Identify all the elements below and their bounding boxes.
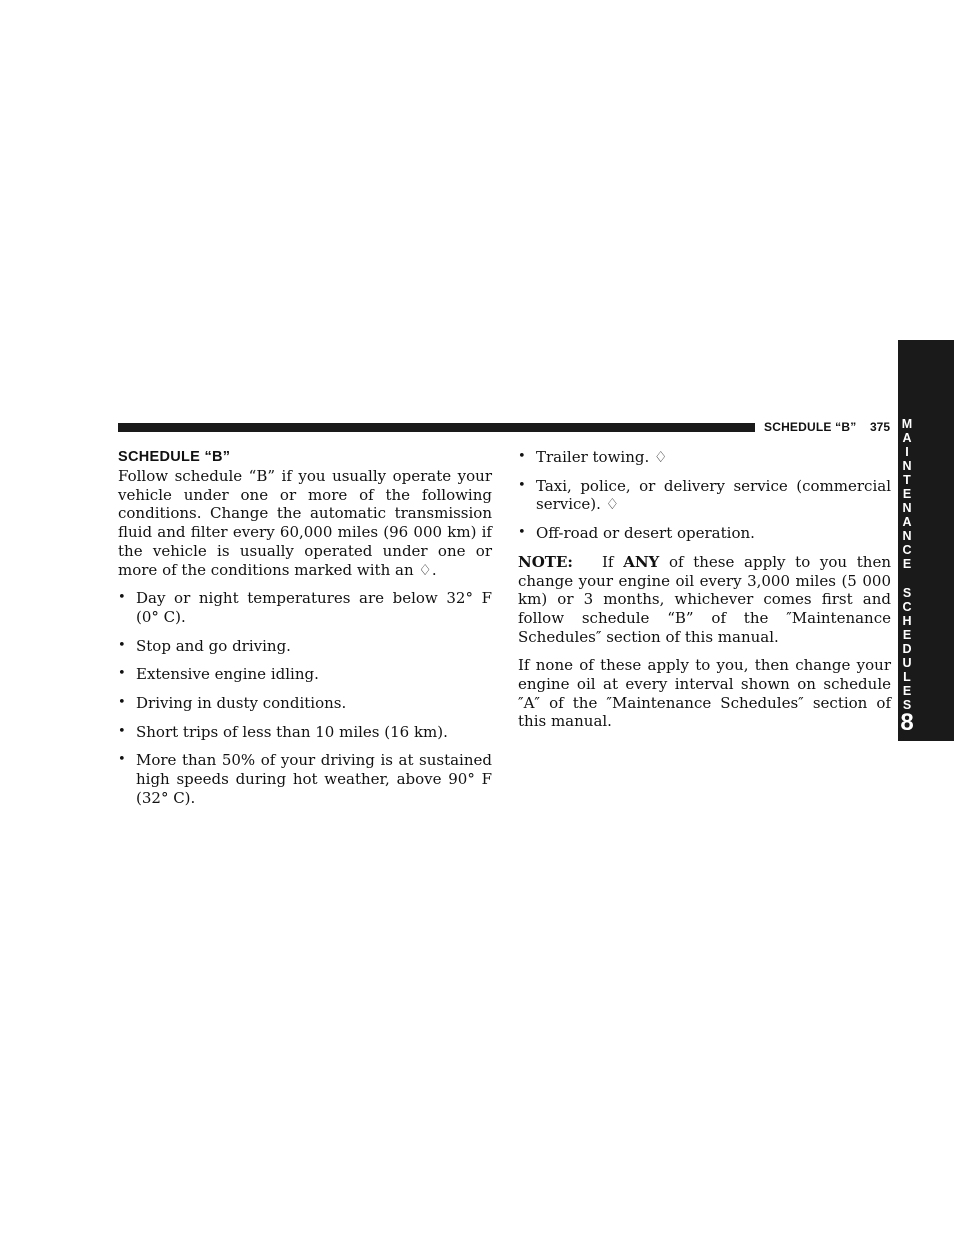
tab-letter: D [902, 641, 912, 656]
tab-letter: S [902, 585, 912, 600]
list-item [518, 477, 891, 514]
tab-letter: S [902, 697, 912, 712]
list-item [118, 751, 492, 807]
tab-letter: E [902, 487, 912, 502]
tab-letter: E [902, 627, 912, 642]
tab-letter: N [902, 459, 912, 474]
list-item-text: Trailer towing. ♢ [536, 448, 668, 466]
tab-letter: N [902, 501, 912, 516]
note-text: of these apply to you then change your engine oil every 3,000 miles (5 000 km) or 3 months, whichever comes first and follow schedule “B” of the ″Maintenance Schedules″ section of this manual. [518, 552, 891, 646]
bullet-icon: • [118, 752, 126, 768]
note-pre: If [602, 552, 614, 571]
tab-letter: N [902, 529, 912, 544]
note-label: NOTE: [518, 552, 573, 571]
right-column [518, 448, 891, 731]
bullet-icon: • [118, 637, 126, 653]
bullet-icon: • [118, 666, 126, 682]
list-item-text: Driving in dusty conditions. [136, 694, 347, 713]
tab-letter: L [903, 669, 911, 684]
tab-letter: M [901, 417, 913, 431]
chapter-tab-title [899, 417, 915, 712]
list-item-text: Stop and go driving. [136, 636, 291, 655]
list-item [118, 665, 492, 684]
tab-letter: U [902, 655, 912, 670]
list-item [118, 637, 492, 656]
list-item-text: Day or night temperatures are below 32° F (0° C). [136, 589, 492, 626]
list-item [518, 524, 891, 543]
bullet-icon: • [118, 723, 126, 739]
left-column [118, 448, 492, 808]
tab-letter-gap [899, 572, 915, 586]
bullet-icon: • [118, 695, 126, 711]
list-item-text: Short trips of less than 10 miles (16 km). [136, 722, 448, 741]
running-header-title: SCHEDULE “B” [764, 420, 857, 434]
list-item-text: More than 50% of your driving is at sustained high speeds during hot weather, above 90° F (32° C). [136, 751, 492, 807]
header-rule [118, 423, 755, 432]
tab-letter: T [903, 473, 911, 488]
tab-letter: A [902, 515, 912, 530]
intro-paragraph: Follow schedule “B” if you usually operate your vehicle under one or more of the following conditions. Change the automatic transmission fluid and filter every 60,000 miles (96 000 km) if the vehicle is usually operated under one or more of the conditions marked with an ♢. [118, 467, 492, 579]
list-item-text: Off-road or desert operation. [536, 524, 755, 543]
list-item [518, 448, 891, 467]
section-heading: SCHEDULE “B” [118, 449, 231, 465]
list-item [118, 694, 492, 713]
bullet-icon: • [518, 477, 526, 493]
tab-letter: C [902, 599, 912, 614]
bullet-icon: • [118, 590, 126, 606]
conditions-list-continued [518, 448, 891, 543]
list-item-text: Taxi, police, or delivery service (commercial service). ♢ [536, 476, 891, 514]
tab-letter: H [902, 613, 912, 628]
list-item-text: Extensive engine idling. [136, 665, 319, 684]
tab-letter: E [902, 683, 912, 698]
conditions-list [118, 589, 492, 807]
list-item [118, 589, 492, 626]
list-item [118, 723, 492, 742]
closing-paragraph: If none of these apply to you, then change your engine oil at every interval shown on schedule ″A″ of the ″Maintenance Schedules″ section of this manual. [518, 656, 891, 731]
bullet-icon: • [518, 525, 526, 541]
note-paragraph [518, 553, 891, 647]
tab-letter: E [902, 557, 912, 572]
note-emphasis: ANY [623, 552, 660, 571]
page-number: 375 [870, 420, 891, 434]
tab-letter: A [902, 431, 912, 446]
bullet-icon: • [518, 449, 526, 464]
tab-letter: C [902, 543, 912, 558]
tab-letter: I [905, 445, 909, 460]
chapter-number: 8 [900, 709, 914, 736]
